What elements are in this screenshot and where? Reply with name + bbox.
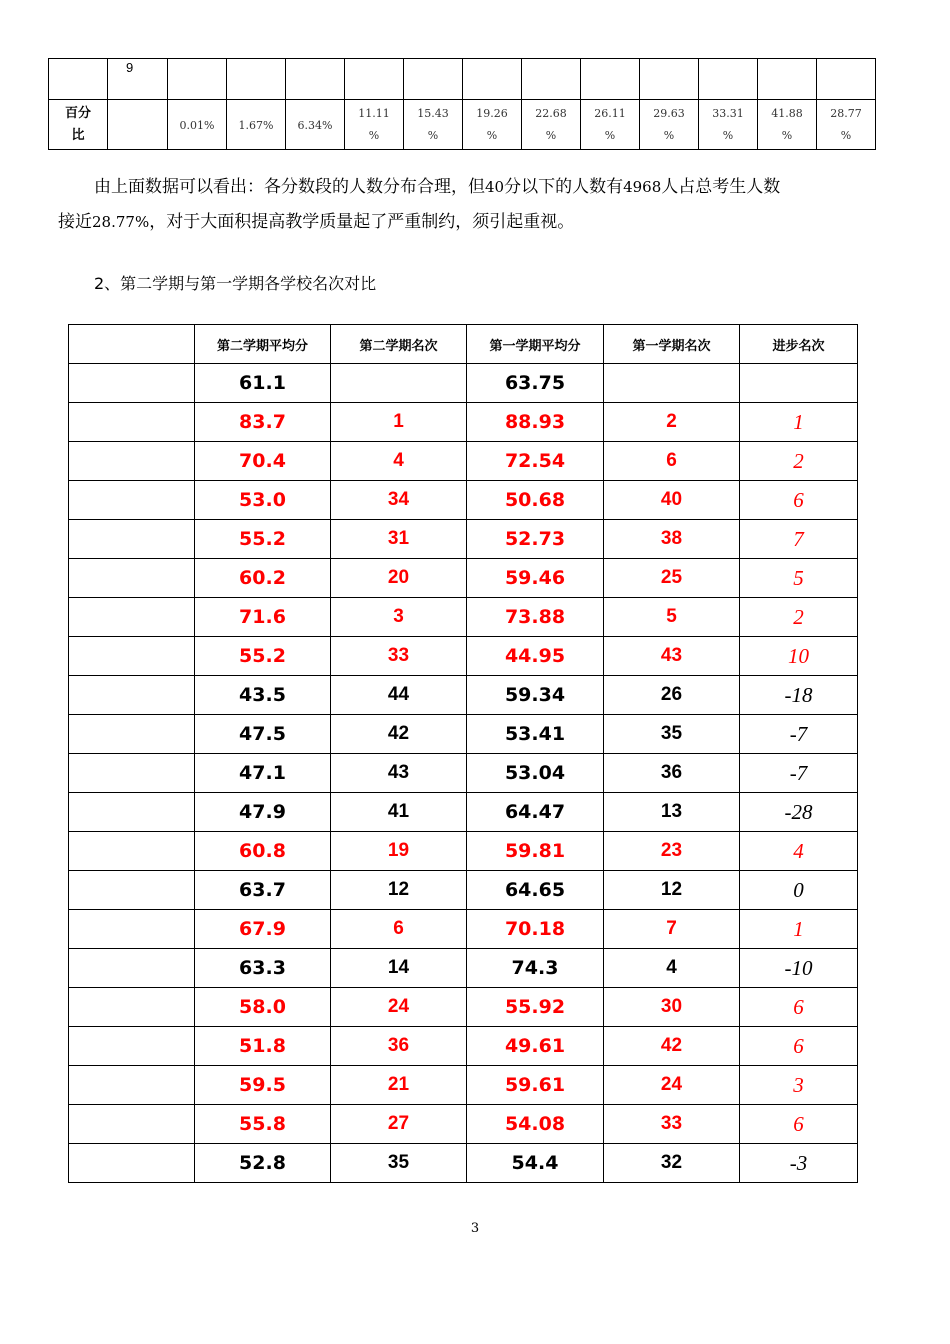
table-cell	[227, 59, 286, 100]
s1-average-cell: 53.41	[467, 715, 604, 754]
progress-cell: 2	[740, 598, 858, 637]
progress-cell: 6	[740, 1105, 858, 1144]
school-cell	[69, 715, 195, 754]
s1-average-cell: 59.34	[467, 676, 604, 715]
table-row	[69, 520, 858, 559]
s2-rank-cell: 1	[331, 403, 467, 442]
progress-cell: 5	[740, 559, 858, 598]
analysis-paragraph: 由上面数据可以看出：各分数段的人数分布合理，但40分以下的人数有4968人占总考生人数	[94, 177, 781, 197]
s2-rank-cell: 21	[331, 1066, 467, 1105]
school-cell	[69, 949, 195, 988]
s1-average-cell: 44.95	[467, 637, 604, 676]
rank-comparison-table	[68, 324, 858, 1183]
table-cell	[699, 59, 758, 100]
s1-rank-cell: 30	[604, 988, 740, 1027]
table-row	[69, 793, 858, 832]
header-cell-s2-average: 第二学期平均分	[195, 325, 331, 364]
s1-rank-cell: 40	[604, 481, 740, 520]
s1-average-cell: 55.92	[467, 988, 604, 1027]
percentage-cell: 0.01%	[168, 100, 227, 150]
table-row	[69, 559, 858, 598]
s1-average-cell: 88.93	[467, 403, 604, 442]
progress-cell: 6	[740, 1027, 858, 1066]
progress-cell: 7	[740, 520, 858, 559]
s2-rank-cell: 33	[331, 637, 467, 676]
s1-average-cell: 59.61	[467, 1066, 604, 1105]
s2-average-cell: 60.2	[195, 559, 331, 598]
percentage-cell: 41.88 %	[758, 100, 817, 150]
s2-average-cell: 47.9	[195, 793, 331, 832]
progress-cell: -7	[740, 715, 858, 754]
table-row	[69, 871, 858, 910]
table-row	[69, 715, 858, 754]
school-cell	[69, 871, 195, 910]
table-cell	[404, 59, 463, 100]
s1-rank-cell: 25	[604, 559, 740, 598]
table-cell	[463, 59, 522, 100]
percentage-cell: 11.11 %	[345, 100, 404, 150]
s1-rank-cell: 38	[604, 520, 740, 559]
progress-cell: 3	[740, 1066, 858, 1105]
progress-cell: -7	[740, 754, 858, 793]
s2-average-cell: 59.5	[195, 1066, 331, 1105]
s2-average-cell: 60.8	[195, 832, 331, 871]
school-cell	[69, 442, 195, 481]
table-row	[69, 988, 858, 1027]
table-cell	[640, 59, 699, 100]
s1-average-cell: 73.88	[467, 598, 604, 637]
table-row	[69, 637, 858, 676]
s2-rank-cell: 41	[331, 793, 467, 832]
s1-rank-cell: 12	[604, 871, 740, 910]
school-cell	[69, 676, 195, 715]
section-heading: 2、第二学期与第一学期各学校名次对比	[94, 274, 377, 293]
header-cell-s2-rank: 第二学期名次	[331, 325, 467, 364]
s1-rank-cell: 32	[604, 1144, 740, 1183]
progress-cell: -18	[740, 676, 858, 715]
table-row	[69, 754, 858, 793]
s1-average-cell: 50.68	[467, 481, 604, 520]
table-cell	[49, 59, 108, 100]
school-cell	[69, 598, 195, 637]
s2-rank-cell: 43	[331, 754, 467, 793]
school-cell	[69, 910, 195, 949]
table-cell	[758, 59, 817, 100]
percentage-cell: 15.43 %	[404, 100, 463, 150]
table-row	[69, 1144, 858, 1183]
progress-cell: 10	[740, 637, 858, 676]
s2-rank-cell: 12	[331, 871, 467, 910]
s2-average-cell: 71.6	[195, 598, 331, 637]
s2-rank-cell: 27	[331, 1105, 467, 1144]
s2-average-cell: 55.2	[195, 637, 331, 676]
s1-average-cell: 53.04	[467, 754, 604, 793]
percentage-cell: 6.34%	[286, 100, 345, 150]
progress-cell: -3	[740, 1144, 858, 1183]
progress-cell	[740, 364, 858, 403]
s2-rank-cell: 44	[331, 676, 467, 715]
score-distribution-table	[48, 58, 876, 150]
progress-cell: 6	[740, 988, 858, 1027]
percentage-cell: 26.11 %	[581, 100, 640, 150]
school-cell	[69, 793, 195, 832]
s2-rank-cell: 6	[331, 910, 467, 949]
table-cell	[108, 100, 168, 150]
table-row	[69, 832, 858, 871]
s1-rank-cell: 35	[604, 715, 740, 754]
s1-rank-cell: 5	[604, 598, 740, 637]
school-cell	[69, 1105, 195, 1144]
school-cell	[69, 364, 195, 403]
s2-rank-cell: 4	[331, 442, 467, 481]
percentage-cell: 1.67%	[227, 100, 286, 150]
s2-average-cell: 52.8	[195, 1144, 331, 1183]
percentage-cell: 22.68 %	[522, 100, 581, 150]
s2-average-cell: 58.0	[195, 988, 331, 1027]
table-row	[49, 59, 876, 100]
analysis-paragraph-continued: 接近28.77%，对于大面积提高教学质量起了严重制约，须引起重视。	[58, 212, 575, 232]
table-header-row	[69, 325, 858, 364]
table-row	[69, 1027, 858, 1066]
s2-rank-cell	[331, 364, 467, 403]
percentage-cell: 33.31 %	[699, 100, 758, 150]
table-row	[69, 949, 858, 988]
s1-average-cell: 59.46	[467, 559, 604, 598]
header-cell-s1-rank: 第一学期名次	[604, 325, 740, 364]
school-cell	[69, 403, 195, 442]
s2-average-cell: 53.0	[195, 481, 331, 520]
table-cell	[168, 59, 227, 100]
s1-average-cell: 59.81	[467, 832, 604, 871]
s2-average-cell: 51.8	[195, 1027, 331, 1066]
s1-rank-cell: 4	[604, 949, 740, 988]
s1-average-cell: 74.3	[467, 949, 604, 988]
header-cell-s1-average: 第一学期平均分	[467, 325, 604, 364]
s2-average-cell: 63.7	[195, 871, 331, 910]
s2-average-cell: 67.9	[195, 910, 331, 949]
s2-rank-cell: 42	[331, 715, 467, 754]
s1-average-cell: 70.18	[467, 910, 604, 949]
s2-rank-cell: 20	[331, 559, 467, 598]
s2-average-cell: 70.4	[195, 442, 331, 481]
table-cell	[345, 59, 404, 100]
s1-rank-cell: 36	[604, 754, 740, 793]
s2-average-cell: 61.1	[195, 364, 331, 403]
percentage-cell: 29.63 %	[640, 100, 699, 150]
page-number: 3	[470, 1221, 480, 1236]
s2-rank-cell: 35	[331, 1144, 467, 1183]
s2-average-cell: 47.1	[195, 754, 331, 793]
s1-average-cell: 54.08	[467, 1105, 604, 1144]
s2-average-cell: 63.3	[195, 949, 331, 988]
table-cell	[817, 59, 876, 100]
s1-average-cell: 49.61	[467, 1027, 604, 1066]
s2-rank-cell: 36	[331, 1027, 467, 1066]
count-value: 9	[126, 60, 134, 75]
s2-average-cell: 47.5	[195, 715, 331, 754]
s1-average-cell: 72.54	[467, 442, 604, 481]
percentage-cell: 28.77 %	[817, 100, 876, 150]
s2-average-cell: 55.2	[195, 520, 331, 559]
school-cell	[69, 1027, 195, 1066]
s1-rank-cell: 26	[604, 676, 740, 715]
school-cell	[69, 988, 195, 1027]
s2-average-cell: 83.7	[195, 403, 331, 442]
progress-cell: 2	[740, 442, 858, 481]
s2-rank-cell: 31	[331, 520, 467, 559]
s1-rank-cell: 7	[604, 910, 740, 949]
s2-average-cell: 43.5	[195, 676, 331, 715]
percentage-cell: 19.26 %	[463, 100, 522, 150]
progress-cell: 6	[740, 481, 858, 520]
s2-rank-cell: 3	[331, 598, 467, 637]
s1-rank-cell: 33	[604, 1105, 740, 1144]
s1-average-cell: 52.73	[467, 520, 604, 559]
percentage-row-label: 百分 比	[49, 100, 108, 150]
table-row	[69, 442, 858, 481]
s2-rank-cell: 14	[331, 949, 467, 988]
school-cell	[69, 1066, 195, 1105]
table-row	[69, 481, 858, 520]
s1-rank-cell: 43	[604, 637, 740, 676]
table-row	[69, 364, 858, 403]
progress-cell: 0	[740, 871, 858, 910]
table-cell	[286, 59, 345, 100]
table-row	[69, 1105, 858, 1144]
table-row	[69, 403, 858, 442]
school-cell	[69, 559, 195, 598]
progress-cell: -28	[740, 793, 858, 832]
s1-rank-cell: 42	[604, 1027, 740, 1066]
school-cell	[69, 754, 195, 793]
table-row	[69, 910, 858, 949]
progress-cell: 1	[740, 910, 858, 949]
table-cell	[581, 59, 640, 100]
school-cell	[69, 520, 195, 559]
s1-average-cell: 63.75	[467, 364, 604, 403]
s2-average-cell: 55.8	[195, 1105, 331, 1144]
s2-rank-cell: 19	[331, 832, 467, 871]
s1-rank-cell: 13	[604, 793, 740, 832]
school-cell	[69, 481, 195, 520]
s1-rank-cell: 2	[604, 403, 740, 442]
s1-rank-cell: 23	[604, 832, 740, 871]
school-cell	[69, 1144, 195, 1183]
header-cell-school	[69, 325, 195, 364]
progress-cell: 1	[740, 403, 858, 442]
header-cell-progress: 进步名次	[740, 325, 858, 364]
s2-rank-cell: 24	[331, 988, 467, 1027]
s2-rank-cell: 34	[331, 481, 467, 520]
s1-average-cell: 64.47	[467, 793, 604, 832]
s1-rank-cell: 24	[604, 1066, 740, 1105]
s1-rank-cell: 6	[604, 442, 740, 481]
table-row	[69, 676, 858, 715]
table-cell	[108, 59, 168, 100]
school-cell	[69, 637, 195, 676]
table-cell	[522, 59, 581, 100]
s1-average-cell: 64.65	[467, 871, 604, 910]
s1-rank-cell	[604, 364, 740, 403]
progress-cell: -10	[740, 949, 858, 988]
progress-cell: 4	[740, 832, 858, 871]
table-row	[69, 1066, 858, 1105]
table-row	[49, 100, 876, 150]
s1-average-cell: 54.4	[467, 1144, 604, 1183]
table-row	[69, 598, 858, 637]
school-cell	[69, 832, 195, 871]
